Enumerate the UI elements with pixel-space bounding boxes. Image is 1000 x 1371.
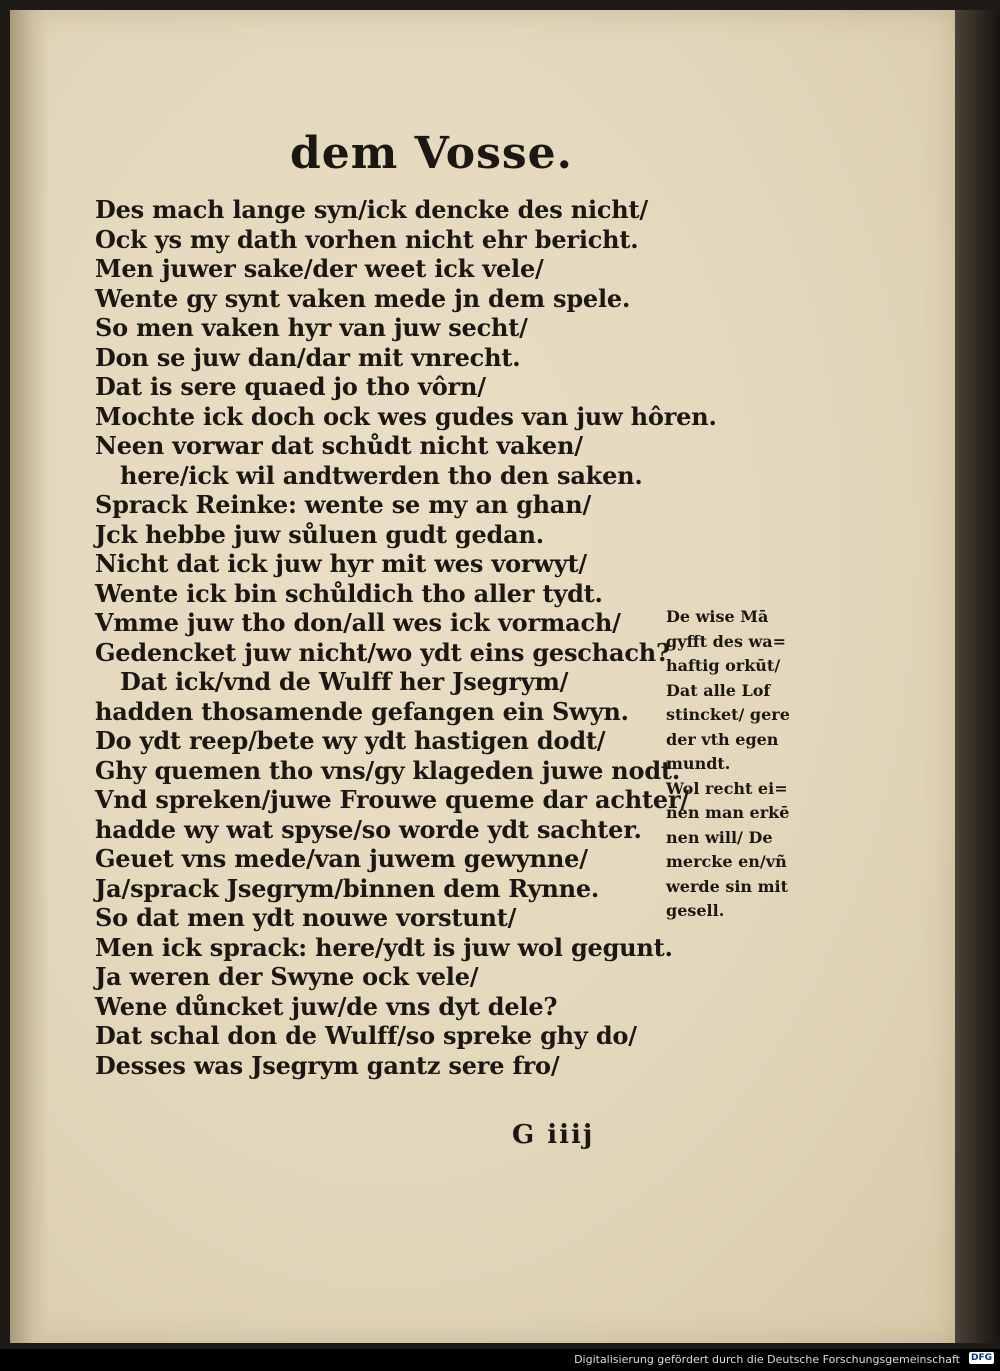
verse-line: Des mach lange syn/ick dencke des nicht/ [95,195,648,224]
note-line: nen man erkē [666,803,790,822]
verse-line: Dat schal don de Wulff/so spreke ghy do/ [95,1021,637,1050]
verse-line: Vnd spreken/juwe Frouwe queme dar achter/ [95,785,689,814]
signature-mark: G iiij [512,1120,595,1150]
note-line: Dat alle Lof [666,680,771,700]
verse-line: So men vaken hyr van juw secht/ [95,313,528,342]
note-line: gyfft des wa= [666,631,787,651]
verse-line: Ock ys my dath vorhen nicht ehr bericht. [95,224,639,254]
footer-bar [0,1349,1000,1371]
verse-line: Don se juw dan/dar mit vnrecht. [95,342,521,372]
note-line: gesell. [666,901,725,920]
verse-line: Neen vorwar dat schůdt nicht vaken/ [95,431,583,460]
running-head: dem Vosse. [290,128,573,179]
note-line: Wol recht ei= [666,778,788,798]
note-line: nen will/ De [666,827,773,847]
verse-line: Men juwer sake/der weet ick vele/ [95,254,544,283]
verse-line: Geuet vns mede/van juwem gewynne/ [95,844,588,873]
verse-line: Sprack Reinke: wente se my an ghan/ [95,490,592,519]
page-gutter-shadow [10,10,50,1343]
verse-line: Dat ick/vnd de Wulff her Jsegrym/ [120,667,569,696]
verse-line: Dat is sere quaed jo tho vôrn/ [95,372,486,401]
note-line: der vth egen [666,729,779,749]
verse-line: hadde wy wat spyse/so worde ydt sachter. [95,814,642,844]
verse-line: here/ick wil andtwerden tho den saken. [120,460,643,490]
note-line: werde sin mit [666,876,789,896]
dfg-logo: DFG [970,1353,992,1363]
note-line: stincket/ gere [666,705,790,724]
verse-line: Ja weren der Swyne ock vele/ [95,962,479,991]
page-edge [955,10,1000,1343]
verse-line: Jck hebbe juw sůluen gudt gedan. [95,519,544,549]
note-line: mundt. [666,754,731,773]
marginal-note [666,605,816,924]
funding-credit: Digitalisierung gefördert durch die Deutsche Forschungsgemeinschaft [574,1353,960,1366]
note-line: De wise Mā [666,607,769,626]
verse-line: Ja/sprack Jsegrym/binnen dem Rynne. [95,873,600,903]
verse-line: Mochte ick doch ock wes gudes van juw hôren. [95,401,717,431]
verse-line: Wene důncket juw/de vns dyt dele? [95,991,558,1021]
verse-line: Wente ick bin schůldich tho aller tydt. [95,578,603,608]
verse-line: Gedencket juw nicht/wo ydt eins geschach? [95,637,670,667]
verse-line: Ghy quemen tho vns/gy klageden juwe nodt. [95,755,680,785]
note-line: haftig orkūt/ [666,656,781,675]
verse-line: Vmme juw tho don/all wes ick vormach/ [95,608,621,637]
verse-line: Men ick sprack: here/ydt is juw wol gegunt. [95,932,673,962]
verse-line: Wente gy synt vaken mede jn dem spele. [95,283,631,313]
verse-line: Desses was Jsegrym gantz sere fro/ [95,1050,560,1080]
verse-line: Nicht dat ick juw hyr mit wes vorwyt/ [95,549,587,578]
note-line: mercke en/vñ [666,852,787,871]
verse-line: So dat men ydt nouwe vorstunt/ [95,903,517,932]
verse-line: hadden thosamende gefangen ein Swyn. [95,696,629,726]
verse-line: Do ydt reep/bete wy ydt hastigen dodt/ [95,726,606,755]
